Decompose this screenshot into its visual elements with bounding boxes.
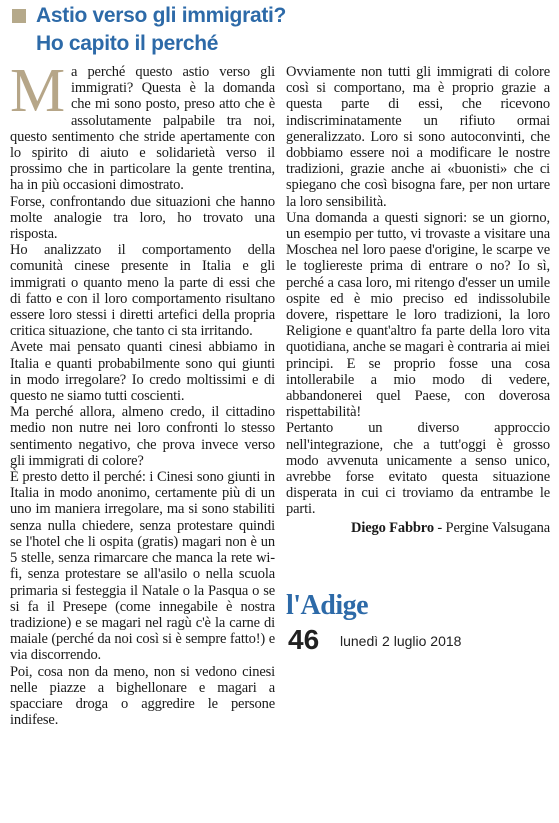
author-name: Diego Fabbro — [351, 519, 434, 536]
article-paragraph: Pertanto un diverso approccio nell'integrazione, che a tutt'oggi è grosso modo avvenuta unicamente a senso unico, avrebbe forse evitato questa situazione disperata in cui ci troviamo da entrambe le parti. — [286, 420, 550, 518]
headline-line-2: Ho capito il perché — [36, 32, 219, 55]
author-signature — [286, 520, 550, 536]
article-paragraph: Poi, cosa non da meno, non si vedono cinesi nelle piazze a bighellonare e magari a spacciare droga o aggredire le persone indifese. — [10, 663, 275, 729]
section-marker-square — [12, 9, 26, 23]
article-paragraph: Ma perché allora, almeno credo, il cittadino medio non nutre nei loro confronti lo stesso sentimento negativo, che prova invece verso gli immigrati di colore? — [10, 404, 275, 469]
article-paragraph: Una domanda a questi signori: se un giorno, un esempio per tutto, vi trovaste a visitare una Moschea nel loro paese d'origine, le scarpe ve le togliereste prima di entrare o no? Io sì, perché a casa loro, mi ritengo d'esser un umile ospite ed è mio preciso ed indissolubile dovere, rispettare le loro tradizioni, la loro Religione e quant'altro fa parte della loro vita quotidiana, anche se magari è contraria ai miei principi. E se proprio fosse una cosa intollerabile a mio modo di vedere, abbandonerei quel Paese, con doverosa rispettabilità! — [286, 209, 550, 421]
page-number: 46 — [288, 624, 320, 655]
article-paragraph: Ovviamente non tutti gli immigrati di colore così si comportano, ma è proprio grazie a questa parte di essi, che ricevono indiscriminatamente un rifiuto ormai generalizzato. Loro si sono autoconvinti, che dobbiamo essere noi a modificare le nostre tradizioni, grazie anche ai «buonisti» che ci spiegano che così bisogna fare, per non urtare la loro sensibilità. — [286, 64, 550, 210]
headline-line-1: Astio verso gli immigrati? — [36, 4, 287, 27]
article-column-right — [286, 64, 550, 536]
article-paragraph: Forse, confrontando due situazioni che hanno molte analogie tra loro, ho trovato una risposta. — [10, 193, 275, 243]
publication-date: lunedì 2 luglio 2018 — [340, 633, 462, 649]
article-column-left — [10, 64, 275, 820]
article-paragraph — [10, 64, 275, 194]
drop-cap: M — [10, 64, 65, 125]
article-paragraph: Ho analizzato il comportamento della comunità cinese presente in Italia e gli immigrati o quanto meno la parte di essi che di fatto e con il loro comportamento risultano essere loro stessi i diretti artefici della propria critica situazione, che tanto ci sta irritando. — [10, 242, 275, 340]
author-place: - Pergine Valsugana — [433, 519, 550, 536]
newspaper-brand: l'Adige — [286, 590, 369, 621]
paragraph-text: a perché questo astio verso gli immigrati? Questa è la domanda che mi sono posto, preso atto che è assolutamente palpabile tra noi, questo sentimento che stride apertamente con lo spirito di aiuto e solidarietà verso il prossimo che in particolare la gente trentina, ha in più occasioni dimostrato. — [10, 64, 275, 194]
article-paragraph: Avete mai pensato quanti cinesi abbiamo in Italia e quanti probabilmente sono qui giunti in modo irregolare? Io credo moltissimi e di questo ne siamo tutti coscienti. — [10, 339, 275, 405]
article-paragraph: È presto detto il perché: i Cinesi sono giunti in Italia in modo anonimo, certamente più di un uno im maniera irregolare, ma si sono stabiliti senza nulla chiedere, senza protestare quindi se l'hotel che li ospita (gratis) magari non è un 5 stelle, senza rimarcare che manca la rete wi-fi, senza protestare se all'asilo o nella scuola primaria si festeggia il Natale o la Pasqua o se si fa il Presepe (come innegabile è nostra tradizione) e se magari nel ragù c'è la carne di maiale (perché da noi così si è sempre fatto!) e via discorrendo. — [10, 469, 275, 664]
